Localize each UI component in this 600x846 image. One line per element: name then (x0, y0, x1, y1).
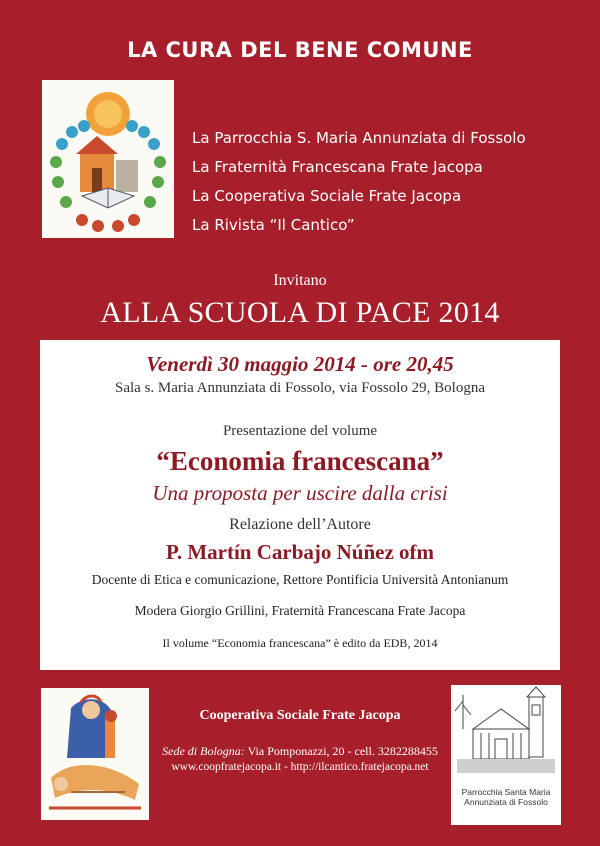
presentation-label: Presentazione del volume (222, 423, 378, 439)
footer-contact (150, 708, 450, 773)
church-photo (451, 685, 561, 825)
church-caption-line: Parrocchia Santa Maria (461, 787, 551, 797)
moderator: Modera Giorgio Grillini, Fraternità Francescana Frate Jacopa (134, 603, 466, 618)
event-title: ALLA SCUOLA DI PACE 2014 (100, 296, 500, 329)
organization-item: La Fraternità Francescana Frate Jacopa (192, 158, 483, 176)
organization-item: La Cooperativa Sociale Frate Jacopa (192, 187, 462, 205)
sede-address: Via Pomponazzi, 20 - cell. 3282288455 (244, 744, 438, 758)
invitation-verb: Invitano (273, 272, 327, 289)
book-subtitle: Una proposta per uscire dalla crisi (152, 481, 448, 505)
church-caption (451, 787, 561, 807)
author-role: Docente di Etica e comunicazione, Rettore Pontificia Università Antonianum (91, 572, 509, 587)
organizations-list (192, 124, 526, 240)
logo-illustration (42, 80, 174, 238)
event-details-panel (40, 340, 560, 670)
sede-line (150, 744, 450, 759)
book-title: “Economia francescana” (156, 446, 444, 476)
event-venue: Sala s. Maria Annunziata di Fossolo, via Fossolo 29, Bologna (115, 380, 485, 396)
organization-item: La Rivista “Il Cantico” (192, 216, 355, 234)
publisher-note: Il volume “Economia francescana” è edito da EDB, 2014 (162, 636, 438, 650)
organization-item: La Parrocchia S. Maria Annunziata di Fossolo (192, 129, 526, 147)
saint-illustration (41, 688, 149, 820)
sede-label: Sede di Bologna: (162, 744, 245, 758)
relazione-label: Relazione dell’Autore (229, 516, 371, 533)
event-date: Venerdì 30 maggio 2014 - ore 20,45 (146, 352, 454, 376)
author-name: P. Martín Carbajo Núñez ofm (165, 540, 435, 564)
cooperative-name: Cooperativa Sociale Frate Jacopa (199, 708, 401, 723)
church-caption-line: Annunziata di Fossolo (464, 797, 548, 807)
websites: www.coopfratejacopa.it - http://ilcantico.fratejacopa.net (171, 761, 429, 773)
header-title: LA CURA DEL BENE COMUNE (127, 38, 473, 62)
